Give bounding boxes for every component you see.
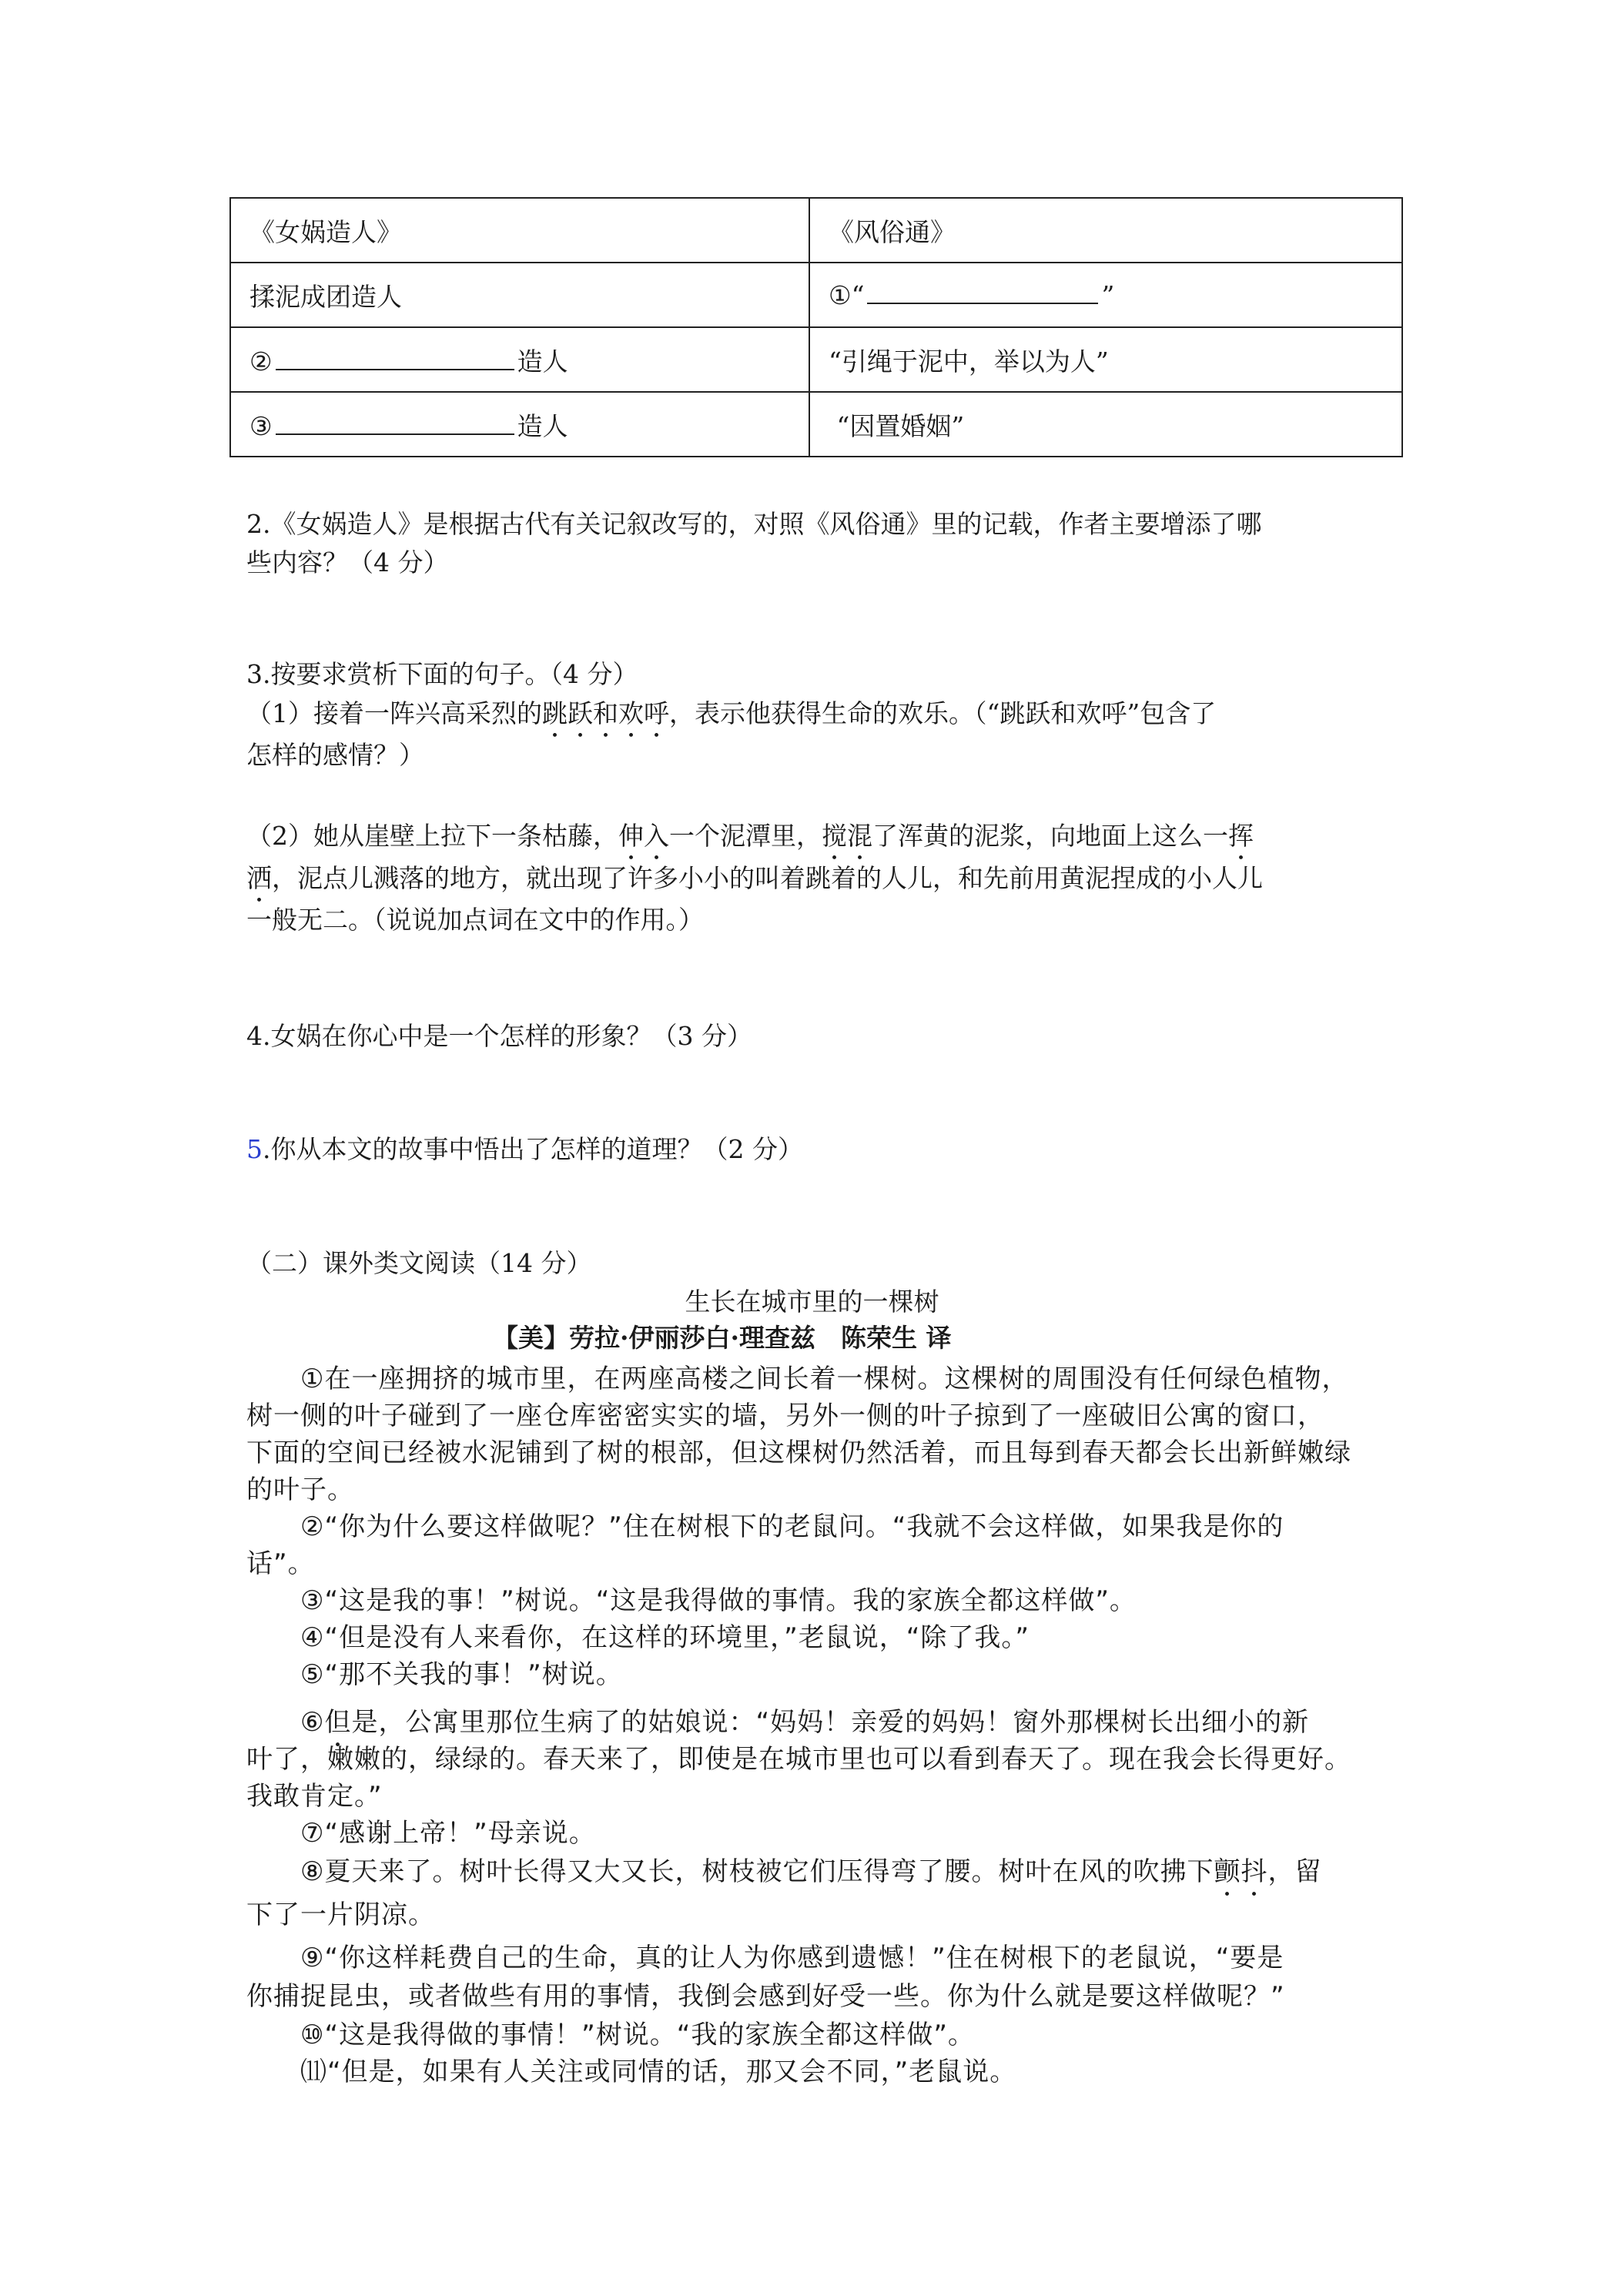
question-3-2-line-2 (246, 862, 1263, 909)
cell-prefix: ①“ (829, 280, 865, 310)
paragraph-2-line-2: 话”。 (246, 1548, 315, 1579)
text-run: ，表示他获得生命的欢乐。（“跳跃和欢呼”包含了 (669, 698, 1217, 728)
dotted-word: 洒 (246, 863, 272, 893)
paragraph-8-line-1 (300, 1856, 1321, 1903)
paragraph-10: ⑩“这是我得做的事情！”树说。“我的家族全都这样做”。 (300, 2020, 975, 2050)
article-title: 生长在城市里的一棵树 (685, 1287, 939, 1317)
text-run: ⑧夏天来了。树叶长得又大又长，树枝被它们压得弯了腰。树叶在风的吹拂下 (300, 1856, 1214, 1887)
question-2-line-1: 2.《女娲造人》是根据古代有关记叙改写的，对照《风俗通》里的记载，作者主要增添了哪 (246, 509, 1262, 539)
text-run: 是，公寓里那位生病了的姑娘说：“妈妈！亲爱的妈妈！窗外那棵树长出细小的新 (351, 1707, 1310, 1738)
table-row (230, 327, 1402, 392)
paragraph-6-line-3: 我敢肯定。” (246, 1781, 383, 1812)
question-3-1-line-2: 怎样的感情？） (246, 740, 424, 770)
table-row (230, 263, 1402, 327)
text-run: 了浑黄的泥浆，向地面上这么一 (872, 821, 1228, 851)
text-run: （1）接着一阵兴高采烈的 (246, 698, 542, 728)
table-cell: 揉泥成团造人 (230, 263, 809, 327)
text-run: （2）她从崖壁上拉下一条枯藤， (246, 821, 618, 851)
comparison-table (229, 197, 1403, 457)
question-5 (246, 1133, 803, 1166)
paragraph-1-line-1: ①在一座拥挤的城市里，在两座高楼之间长着一棵树。这棵树的周围没有任何绿色植物， (300, 1364, 1349, 1394)
answer-blank-2[interactable] (276, 346, 514, 370)
table-cell (230, 392, 809, 457)
answer-blank-1[interactable] (867, 279, 1098, 304)
dotted-word: 伸入 (618, 821, 669, 851)
section-heading: （二）课外类文阅读（14 分） (246, 1248, 592, 1278)
table-cell (809, 392, 1402, 457)
paragraph-3: ③“这是我的事！”树说。“这是我得做的事情。我的家族全都这样做”。 (300, 1585, 1137, 1616)
table-cell: 《女娲造人》 (230, 198, 809, 263)
paragraph-2-line-1: ②“你为什么要这样做呢？”住在树根下的老鼠问。“我就不会这样做，如果我是你的 (300, 1511, 1284, 1542)
cell-prefix: ② (249, 346, 273, 377)
cell-prefix: ③ (249, 410, 273, 441)
paragraph-1-line-3: 下面的空间已经被水泥铺到了树的根部，但这棵树仍然活着，而且每到春天都会长出新鲜嫩绿 (246, 1438, 1351, 1468)
cell-suffix: ” (1101, 280, 1115, 310)
table-cell (230, 327, 809, 392)
dotted-word: 颤抖 (1214, 1856, 1268, 1887)
question-4: 4.女娲在你心中是一个怎样的形象？（3 分） (246, 1021, 752, 1051)
paragraph-6-line-2: 叶了，嫩嫩的，绿绿的。春天来了，即使是在城市里也可以看到春天了。现在我会长得更好。 (246, 1744, 1351, 1775)
article-author: 【美】劳拉·伊丽莎白·理查兹 陈荣生 译 (493, 1323, 952, 1353)
table-cell: 《风俗通》 (809, 198, 1402, 263)
cell-suffix: 造人 (517, 346, 568, 377)
dotted-word: 搅混 (822, 821, 872, 851)
dotted-word: 跳跃和欢呼 (542, 698, 669, 728)
text-run: 一个泥潭里， (669, 821, 822, 851)
text-run: ⑥ (300, 1707, 325, 1738)
paragraph-9-line-1: ⑨“你这样耗费自己的生命，真的让人为你感到遗憾！”住在树根下的老鼠说，“要是 (300, 1943, 1284, 1973)
dotted-word: 但 (324, 1707, 352, 1738)
question-3-2-line-1 (246, 820, 1254, 866)
text-run: ，留 (1267, 1856, 1322, 1887)
paragraph-5: ⑤“那不关我的事！”树说。 (300, 1659, 623, 1690)
cell-text: “因置婚姻” (836, 410, 965, 441)
paragraph-1-line-2: 树一侧的叶子碰到了一座仓库密密实实的墙，另外一侧的叶子掠到了一座破旧公寓的窗口， (246, 1401, 1324, 1431)
paragraph-11: ⑾“但是，如果有人关注或同情的话，那又会不同，”老鼠说。 (300, 2057, 1017, 2087)
answer-blank-3[interactable] (276, 410, 514, 435)
question-3-1-line-1 (246, 698, 1216, 744)
question-3-2-line-3: 一般无二。（说说加点词在文中的作用。） (246, 905, 704, 935)
question-3-title: 3.按要求赏析下面的句子。（4 分） (246, 659, 638, 689)
cell-suffix: 造人 (517, 410, 568, 441)
paragraph-1-line-4: 的叶子。 (246, 1474, 354, 1505)
question-number: 5 (246, 1134, 263, 1164)
text-run: .你从本文的故事中悟出了怎样的道理？（2 分） (263, 1134, 803, 1164)
table-cell: “引绳于泥中，举以为人” (809, 327, 1402, 392)
dotted-word: 挥 (1228, 821, 1254, 851)
question-2-line-2: 些内容？（4 分） (246, 547, 449, 577)
paragraph-9-line-2: 你捕捉昆虫，或者做些有用的事情，我倒会感到好受一些。你为什么就是要这样做呢？” (246, 1981, 1285, 2012)
paragraph-7: ⑦“感谢上帝！”母亲说。 (300, 1818, 596, 1849)
paragraph-8-line-2: 下了一片阴凉。 (246, 1899, 435, 1930)
table-cell (809, 263, 1402, 327)
table-row (230, 198, 1402, 263)
text-run: ，泥点儿溅落的地方，就出现了许多小小的叫着跳着的人儿，和先前用黄泥捏成的小人儿 (272, 863, 1263, 893)
table-row (230, 392, 1402, 457)
paragraph-4: ④“但是没有人来看你，在这样的环境里，”老鼠说，“除了我。” (300, 1622, 1030, 1653)
